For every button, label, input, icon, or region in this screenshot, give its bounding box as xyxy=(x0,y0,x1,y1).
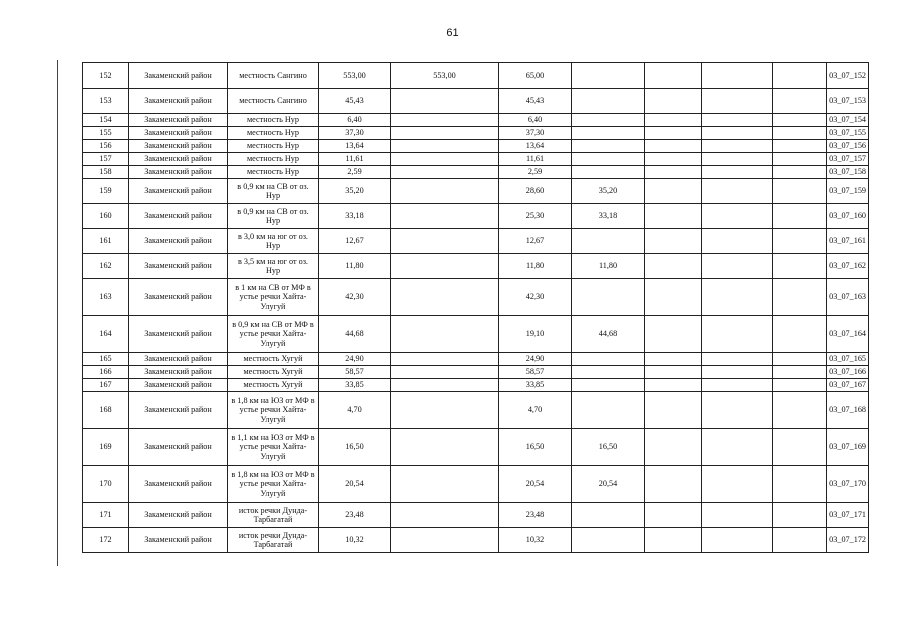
value-cell: 24,90 xyxy=(319,353,391,366)
value-cell xyxy=(773,63,827,89)
location-cell: местность Хугуй xyxy=(228,366,319,379)
value-cell xyxy=(391,503,499,528)
table-row xyxy=(83,366,869,379)
value-cell xyxy=(391,392,499,429)
value-cell xyxy=(391,353,499,366)
value-cell xyxy=(391,153,499,166)
value-cell xyxy=(773,353,827,366)
value-cell xyxy=(645,503,702,528)
value-cell xyxy=(391,528,499,553)
location-cell: в 3,5 км на юг от оз. Нур xyxy=(228,254,319,279)
table-row xyxy=(83,353,869,366)
district-cell: Закаменский район xyxy=(129,503,228,528)
value-cell xyxy=(572,63,645,89)
value-cell xyxy=(391,140,499,153)
district-cell: Закаменский район xyxy=(129,279,228,316)
value-cell xyxy=(773,229,827,254)
value-cell xyxy=(773,114,827,127)
value-cell xyxy=(645,204,702,229)
value-cell xyxy=(645,229,702,254)
value-cell xyxy=(702,114,773,127)
district-cell: Закаменский район xyxy=(129,528,228,553)
table-row xyxy=(83,153,869,166)
value-cell: 10,32 xyxy=(499,528,572,553)
value-cell xyxy=(702,127,773,140)
value-cell xyxy=(702,316,773,353)
value-cell xyxy=(773,254,827,279)
value-cell xyxy=(645,392,702,429)
row-number-cell: 163 xyxy=(83,279,129,316)
value-cell xyxy=(391,379,499,392)
value-cell: 11,80 xyxy=(319,254,391,279)
table-row xyxy=(83,229,869,254)
value-cell: 4,70 xyxy=(499,392,572,429)
value-cell: 44,68 xyxy=(572,316,645,353)
value-cell xyxy=(391,229,499,254)
code-cell: 03_07_164 xyxy=(827,316,869,353)
value-cell: 37,30 xyxy=(319,127,391,140)
district-cell: Закаменский район xyxy=(129,63,228,89)
code-cell: 03_07_157 xyxy=(827,153,869,166)
table-row xyxy=(83,429,869,466)
location-cell: местность Нур xyxy=(228,114,319,127)
table-row xyxy=(83,316,869,353)
value-cell xyxy=(572,114,645,127)
margin-line xyxy=(57,60,58,566)
value-cell xyxy=(773,429,827,466)
location-cell: местность Нур xyxy=(228,153,319,166)
value-cell: 44,68 xyxy=(319,316,391,353)
table-row xyxy=(83,204,869,229)
value-cell: 20,54 xyxy=(499,466,572,503)
value-cell xyxy=(702,140,773,153)
code-cell: 03_07_153 xyxy=(827,89,869,114)
value-cell: 12,67 xyxy=(319,229,391,254)
value-cell xyxy=(773,366,827,379)
value-cell: 42,30 xyxy=(319,279,391,316)
value-cell xyxy=(702,503,773,528)
value-cell: 11,80 xyxy=(572,254,645,279)
row-number-cell: 164 xyxy=(83,316,129,353)
district-cell: Закаменский район xyxy=(129,114,228,127)
table-row xyxy=(83,392,869,429)
row-number-cell: 161 xyxy=(83,229,129,254)
value-cell xyxy=(702,63,773,89)
value-cell: 33,18 xyxy=(572,204,645,229)
value-cell xyxy=(572,166,645,179)
table-row xyxy=(83,254,869,279)
row-number-cell: 168 xyxy=(83,392,129,429)
value-cell xyxy=(645,316,702,353)
value-cell: 33,85 xyxy=(499,379,572,392)
row-number-cell: 160 xyxy=(83,204,129,229)
value-cell xyxy=(645,89,702,114)
value-cell: 42,30 xyxy=(499,279,572,316)
table-row xyxy=(83,89,869,114)
value-cell xyxy=(773,279,827,316)
code-cell: 03_07_163 xyxy=(827,279,869,316)
table-row xyxy=(83,127,869,140)
code-cell: 03_07_159 xyxy=(827,179,869,204)
value-cell: 58,57 xyxy=(319,366,391,379)
code-cell: 03_07_169 xyxy=(827,429,869,466)
value-cell xyxy=(773,166,827,179)
row-number-cell: 152 xyxy=(83,63,129,89)
location-cell: местность Сангино xyxy=(228,63,319,89)
value-cell xyxy=(645,379,702,392)
value-cell xyxy=(645,466,702,503)
value-cell: 45,43 xyxy=(499,89,572,114)
district-cell: Закаменский район xyxy=(129,166,228,179)
value-cell: 6,40 xyxy=(319,114,391,127)
district-cell: Закаменский район xyxy=(129,392,228,429)
table-row xyxy=(83,114,869,127)
value-cell: 45,43 xyxy=(319,89,391,114)
row-number-cell: 153 xyxy=(83,89,129,114)
value-cell: 23,48 xyxy=(319,503,391,528)
value-cell xyxy=(645,114,702,127)
value-cell xyxy=(773,379,827,392)
value-cell xyxy=(702,353,773,366)
row-number-cell: 166 xyxy=(83,366,129,379)
value-cell xyxy=(572,89,645,114)
location-cell: в 0,9 км на СВ от оз. Нур xyxy=(228,179,319,204)
value-cell: 16,50 xyxy=(499,429,572,466)
value-cell xyxy=(645,166,702,179)
code-cell: 03_07_165 xyxy=(827,353,869,366)
value-cell xyxy=(645,140,702,153)
value-cell xyxy=(645,254,702,279)
value-cell xyxy=(645,429,702,466)
value-cell: 58,57 xyxy=(499,366,572,379)
district-cell: Закаменский район xyxy=(129,379,228,392)
district-cell: Закаменский район xyxy=(129,466,228,503)
value-cell: 10,32 xyxy=(319,528,391,553)
location-cell: в 1 км на СВ от МФ в устье речки Хайта-Улугуй xyxy=(228,279,319,316)
district-cell: Закаменский район xyxy=(129,179,228,204)
district-cell: Закаменский район xyxy=(129,316,228,353)
value-cell: 6,40 xyxy=(499,114,572,127)
value-cell: 23,48 xyxy=(499,503,572,528)
value-cell xyxy=(391,466,499,503)
value-cell xyxy=(773,140,827,153)
table-row xyxy=(83,503,869,528)
value-cell: 12,67 xyxy=(499,229,572,254)
value-cell xyxy=(391,254,499,279)
value-cell xyxy=(702,89,773,114)
value-cell xyxy=(773,503,827,528)
row-number-cell: 170 xyxy=(83,466,129,503)
value-cell xyxy=(391,429,499,466)
code-cell: 03_07_162 xyxy=(827,254,869,279)
location-cell: местность Хугуй xyxy=(228,379,319,392)
value-cell xyxy=(702,429,773,466)
value-cell xyxy=(645,153,702,166)
row-number-cell: 159 xyxy=(83,179,129,204)
value-cell xyxy=(645,366,702,379)
row-number-cell: 172 xyxy=(83,528,129,553)
value-cell xyxy=(773,316,827,353)
registry-table xyxy=(82,62,869,553)
code-cell: 03_07_155 xyxy=(827,127,869,140)
value-cell xyxy=(702,528,773,553)
value-cell xyxy=(572,366,645,379)
code-cell: 03_07_168 xyxy=(827,392,869,429)
table-row xyxy=(83,466,869,503)
value-cell xyxy=(391,166,499,179)
location-cell: местность Нур xyxy=(228,140,319,153)
code-cell: 03_07_160 xyxy=(827,204,869,229)
value-cell xyxy=(645,179,702,204)
value-cell xyxy=(572,153,645,166)
code-cell: 03_07_154 xyxy=(827,114,869,127)
location-cell: местность Нур xyxy=(228,166,319,179)
value-cell: 4,70 xyxy=(319,392,391,429)
value-cell xyxy=(645,127,702,140)
row-number-cell: 154 xyxy=(83,114,129,127)
value-cell xyxy=(391,127,499,140)
table-row xyxy=(83,528,869,553)
value-cell: 25,30 xyxy=(499,204,572,229)
location-cell: в 3,0 км на юг от оз. Нур xyxy=(228,229,319,254)
row-number-cell: 165 xyxy=(83,353,129,366)
value-cell: 37,30 xyxy=(499,127,572,140)
code-cell: 03_07_171 xyxy=(827,503,869,528)
row-number-cell: 155 xyxy=(83,127,129,140)
value-cell xyxy=(391,114,499,127)
value-cell xyxy=(702,204,773,229)
row-number-cell: 158 xyxy=(83,166,129,179)
value-cell xyxy=(702,153,773,166)
value-cell: 2,59 xyxy=(499,166,572,179)
value-cell xyxy=(773,528,827,553)
code-cell: 03_07_156 xyxy=(827,140,869,153)
value-cell: 2,59 xyxy=(319,166,391,179)
district-cell: Закаменский район xyxy=(129,89,228,114)
value-cell xyxy=(702,366,773,379)
value-cell: 13,64 xyxy=(319,140,391,153)
value-cell xyxy=(572,379,645,392)
value-cell xyxy=(645,528,702,553)
location-cell: местность Сангино xyxy=(228,89,319,114)
value-cell: 65,00 xyxy=(499,63,572,89)
row-number-cell: 157 xyxy=(83,153,129,166)
value-cell: 35,20 xyxy=(319,179,391,204)
value-cell xyxy=(702,392,773,429)
table-row xyxy=(83,379,869,392)
value-cell xyxy=(702,229,773,254)
location-cell: в 0,9 км на СВ от оз. Нур xyxy=(228,204,319,229)
code-cell: 03_07_166 xyxy=(827,366,869,379)
location-cell: местность Хугуй xyxy=(228,353,319,366)
district-cell: Закаменский район xyxy=(129,353,228,366)
value-cell: 33,18 xyxy=(319,204,391,229)
value-cell xyxy=(773,179,827,204)
code-cell: 03_07_158 xyxy=(827,166,869,179)
value-cell: 553,00 xyxy=(391,63,499,89)
row-number-cell: 171 xyxy=(83,503,129,528)
code-cell: 03_07_152 xyxy=(827,63,869,89)
value-cell xyxy=(702,379,773,392)
location-cell: в 0,9 км на СВ от МФ в устье речки Хайта-Улугуй xyxy=(228,316,319,353)
district-cell: Закаменский район xyxy=(129,140,228,153)
location-cell: в 1,1 км на ЮЗ от МФ в устье речки Хайта-Улугуй xyxy=(228,429,319,466)
value-cell: 24,90 xyxy=(499,353,572,366)
code-cell: 03_07_172 xyxy=(827,528,869,553)
value-cell xyxy=(773,127,827,140)
location-cell: местность Нур xyxy=(228,127,319,140)
value-cell xyxy=(572,353,645,366)
value-cell xyxy=(773,89,827,114)
value-cell xyxy=(391,204,499,229)
location-cell: в 1,8 км на ЮЗ от МФ в устье речки Хайта-Улугуй xyxy=(228,392,319,429)
value-cell xyxy=(391,89,499,114)
table-body xyxy=(83,63,869,553)
location-cell: исток речки Дунда-Тарбагатай xyxy=(228,503,319,528)
value-cell xyxy=(572,503,645,528)
value-cell: 33,85 xyxy=(319,379,391,392)
value-cell xyxy=(702,279,773,316)
value-cell: 19,10 xyxy=(499,316,572,353)
value-cell xyxy=(702,466,773,503)
district-cell: Закаменский район xyxy=(129,229,228,254)
value-cell xyxy=(572,127,645,140)
value-cell: 553,00 xyxy=(319,63,391,89)
value-cell xyxy=(702,179,773,204)
district-cell: Закаменский район xyxy=(129,366,228,379)
value-cell xyxy=(773,392,827,429)
value-cell: 35,20 xyxy=(572,179,645,204)
table-row xyxy=(83,166,869,179)
value-cell xyxy=(572,392,645,429)
value-cell xyxy=(572,528,645,553)
value-cell xyxy=(702,166,773,179)
page-number: 61 xyxy=(446,27,459,39)
value-cell xyxy=(391,279,499,316)
row-number-cell: 167 xyxy=(83,379,129,392)
value-cell xyxy=(391,179,499,204)
value-cell xyxy=(702,254,773,279)
code-cell: 03_07_170 xyxy=(827,466,869,503)
district-cell: Закаменский район xyxy=(129,429,228,466)
value-cell xyxy=(645,353,702,366)
value-cell: 11,61 xyxy=(499,153,572,166)
table-row xyxy=(83,179,869,204)
value-cell xyxy=(572,279,645,316)
value-cell xyxy=(572,229,645,254)
table-row xyxy=(83,279,869,316)
code-cell: 03_07_161 xyxy=(827,229,869,254)
table-row xyxy=(83,140,869,153)
district-cell: Закаменский район xyxy=(129,204,228,229)
value-cell: 11,80 xyxy=(499,254,572,279)
value-cell xyxy=(773,466,827,503)
value-cell: 28,60 xyxy=(499,179,572,204)
value-cell xyxy=(773,153,827,166)
row-number-cell: 162 xyxy=(83,254,129,279)
value-cell: 20,54 xyxy=(572,466,645,503)
location-cell: исток речки Дунда-Тарбагатай xyxy=(228,528,319,553)
district-cell: Закаменский район xyxy=(129,254,228,279)
table-row xyxy=(83,63,869,89)
row-number-cell: 156 xyxy=(83,140,129,153)
value-cell: 16,50 xyxy=(572,429,645,466)
value-cell xyxy=(645,279,702,316)
value-cell: 13,64 xyxy=(499,140,572,153)
value-cell: 11,61 xyxy=(319,153,391,166)
district-cell: Закаменский район xyxy=(129,153,228,166)
row-number-cell: 169 xyxy=(83,429,129,466)
value-cell xyxy=(391,316,499,353)
district-cell: Закаменский район xyxy=(129,127,228,140)
value-cell: 20,54 xyxy=(319,466,391,503)
value-cell: 16,50 xyxy=(319,429,391,466)
value-cell xyxy=(773,204,827,229)
value-cell xyxy=(391,366,499,379)
value-cell xyxy=(572,140,645,153)
value-cell xyxy=(645,63,702,89)
code-cell: 03_07_167 xyxy=(827,379,869,392)
location-cell: в 1,8 км на ЮЗ от МФ в устье речки Хайта-Улугуй xyxy=(228,466,319,503)
